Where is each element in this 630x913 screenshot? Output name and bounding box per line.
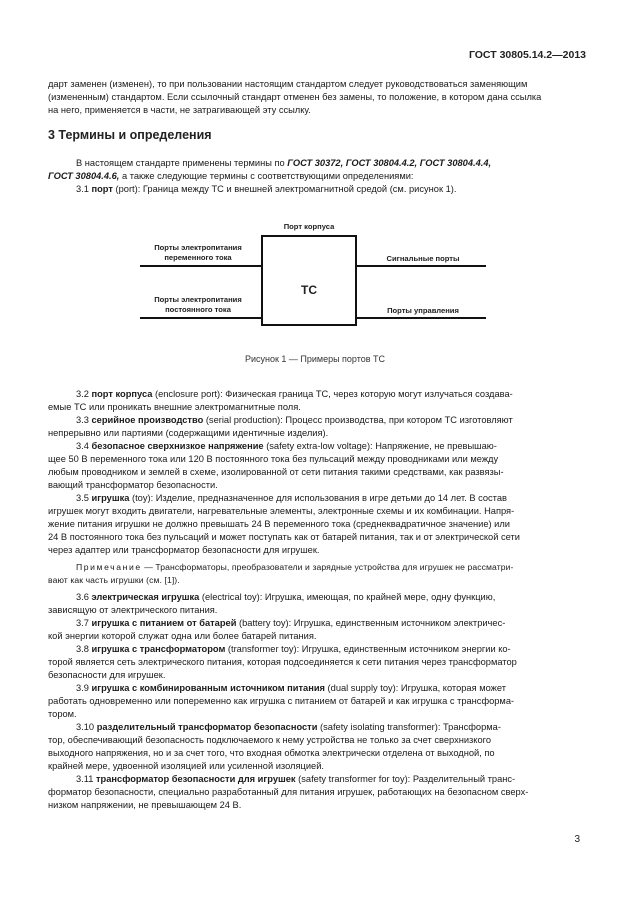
dc-power-ports-label	[138, 295, 258, 315]
term-number: 3.7	[76, 618, 92, 628]
text-run: (electrical toy): Игрушка, имеющая, по крайней мере, одну функцию,	[199, 592, 496, 602]
term-number: 3.10	[76, 722, 97, 732]
page-number: 3	[574, 834, 580, 845]
text-line: работать одновременно или попеременно как игрушка с питанием от батарей и как игрушка с трансформа-	[48, 696, 515, 706]
text-line: форматор безопасности, специально разработанный для питания игрушек, работающих на безопасном сверх-	[48, 787, 529, 797]
standard-ref: ГОСТ 30804.4.6,	[48, 171, 120, 181]
text-line: кой энергии которой служат одна или более батарей питания.	[48, 631, 317, 641]
term-3-3	[48, 414, 582, 427]
text-run: В настоящем стандарте применены термины по	[76, 158, 288, 168]
text-run: (enclosure port): Физическая граница ТС, через которую могут излучаться создава-	[152, 389, 513, 399]
text-line: низком напряжении, не превышающем 24 В.	[48, 800, 242, 810]
text-run: (safety transformer for toy): Разделительный транс-	[295, 774, 516, 784]
text-line: дарт заменен (изменен), то при пользовании настоящим стандартом следует руководствоваться заменяющим	[48, 79, 528, 89]
term-3-11	[48, 773, 582, 786]
term-3-8	[48, 643, 582, 656]
term-name: порт	[91, 184, 113, 194]
note	[48, 561, 582, 574]
text-run: (battery toy): Игрушка, единственным источником электричес-	[236, 618, 506, 628]
term-3-7	[48, 617, 582, 630]
standard-header: ГОСТ 30805.14.2—2013	[468, 49, 586, 61]
term-number: 3.5	[76, 493, 92, 503]
text-line: вающий трансформатор безопасности.	[48, 480, 218, 490]
text-line: емые ТС или проникать внешние электромагнитные поля.	[48, 402, 301, 412]
term-name: безопасное сверхнизкое напряжение	[91, 441, 264, 451]
term-name: игрушка с трансформатором	[91, 644, 226, 654]
term-name: порт корпуса	[91, 389, 153, 399]
text-run: (transformer toy): Игрушка, единственным источником энергии ко-	[225, 644, 511, 654]
text-line: щее 50 В переменного тока или 120 В постоянного тока без пульсаций между проводниками или между	[48, 454, 499, 464]
text-line: тор, обеспечивающий безопасность подключаемого к нему устройства не только за счет сверхнизкого	[48, 735, 492, 745]
text-line: крайней мере, удвоенной изоляцией или усиленной изоляцией.	[48, 761, 324, 771]
text-line: тором.	[48, 709, 77, 719]
label-line: постоянного тока	[165, 305, 231, 314]
term-name: электрическая игрушка	[91, 592, 200, 602]
control-ports-label: Порты управления	[387, 306, 459, 315]
term-name: разделительный трансформатор безопасности	[96, 722, 318, 732]
term-name: игрушка	[91, 493, 130, 503]
label-line: Порты электропитания	[154, 243, 242, 252]
text-line: (измененным) стандартом. Если ссылочный стандарт отменен без замены, то положение, в котором дана ссылка	[48, 92, 542, 102]
term-number: 3.11	[76, 774, 96, 784]
term-3-4	[48, 440, 582, 453]
text-line: безопасности для игрушек.	[48, 670, 166, 680]
term-3-9	[48, 682, 582, 695]
term-number: 3.4	[76, 441, 92, 451]
label-line: переменного тока	[164, 253, 232, 262]
term-number: 3.8	[76, 644, 92, 654]
text-line: выходного напряжения, но и за счет того, что входная обмотка электрически отделена от выходной, по	[48, 748, 495, 758]
enclosure-port-label: Порт корпуса	[283, 222, 335, 231]
text-run: (safety isolating transformer): Трансформа-	[317, 722, 501, 732]
text-run: (dual supply toy): Игрушка, которая может	[324, 683, 506, 693]
text-line: непрерывно или партиями (содержащими идентичные изделия).	[48, 428, 329, 438]
text-line: на него, применяется в части, не затрагивающей эту ссылку.	[48, 105, 311, 115]
note-label: Примечание	[76, 562, 142, 572]
standard-refs: ГОСТ 30372, ГОСТ 30804.4.2, ГОСТ 30804.4.4,	[287, 158, 492, 168]
text-run: — Трансформаторы, преобразователи и зарядные устройства для игрушек не рассматри-	[141, 562, 514, 572]
term-3-5	[48, 492, 582, 505]
text-line: жение питания игрушки не должно превышать 24 В переменного тока (среднеквадратичное значение) или	[48, 519, 510, 529]
term-name: игрушка с питанием от батарей	[91, 618, 237, 628]
term-number: 3.6	[76, 592, 92, 602]
term-3-10	[48, 721, 582, 734]
term-name: трансформатор безопасности для игрушек	[96, 774, 296, 784]
figure-caption: Рисунок 1 — Примеры портов ТС	[244, 354, 386, 364]
term-definition: (port): Граница между ТС и внешней электромагнитной средой (см. рисунок 1).	[112, 184, 457, 194]
term-3-2	[48, 388, 582, 401]
section-title: 3 Термины и определения	[48, 128, 212, 142]
text-run: (toy): Изделие, предназначенное для использования в игре детьми до 14 лет. В состав	[129, 493, 507, 503]
term-number: 3.2	[76, 389, 92, 399]
text-line: 24 В постоянного тока без пульсаций и может поступать как от батарей питания, так и от электрической сети	[48, 532, 520, 542]
ac-power-ports-label	[138, 243, 258, 263]
ts-box	[262, 236, 356, 325]
text-line: любым проводником и землей в схеме, изолированной от сети питания такими средствами, как развязы-	[48, 467, 504, 477]
text-run: (safety extra-low voltage): Напряжение, не превышаю-	[263, 441, 497, 451]
text-line: вают как часть игрушки (см. [1]).	[48, 575, 180, 585]
term-name: игрушка с комбинированным источником питания	[91, 683, 325, 693]
term-name: серийное производство	[91, 415, 204, 425]
term-number: 3.1	[76, 184, 92, 194]
label-line: Порты электропитания	[154, 295, 242, 304]
ts-label: ТС	[301, 283, 317, 297]
signal-ports-label: Сигнальные порты	[386, 254, 460, 263]
term-number: 3.3	[76, 415, 92, 425]
term-3-6	[48, 591, 582, 604]
text-line: через адаптер или трансформатор безопасности для игрушек.	[48, 545, 320, 555]
text-line: торой является сеть электрического питания, которая подсоединяется к сети питания через трансформатор	[48, 657, 517, 667]
term-number: 3.9	[76, 683, 92, 693]
text-run: (serial production): Процесс производства, при котором ТС изготовляют	[203, 415, 513, 425]
text-line: зависящую от электрического питания.	[48, 605, 218, 615]
text-line: игрушек могут входить двигатели, нагревательные элементы, электронные схемы и их комбинации. Напря-	[48, 506, 515, 516]
terms-list	[48, 388, 582, 812]
text-run: а также следующие термины с соответствующими определениями:	[119, 171, 414, 181]
